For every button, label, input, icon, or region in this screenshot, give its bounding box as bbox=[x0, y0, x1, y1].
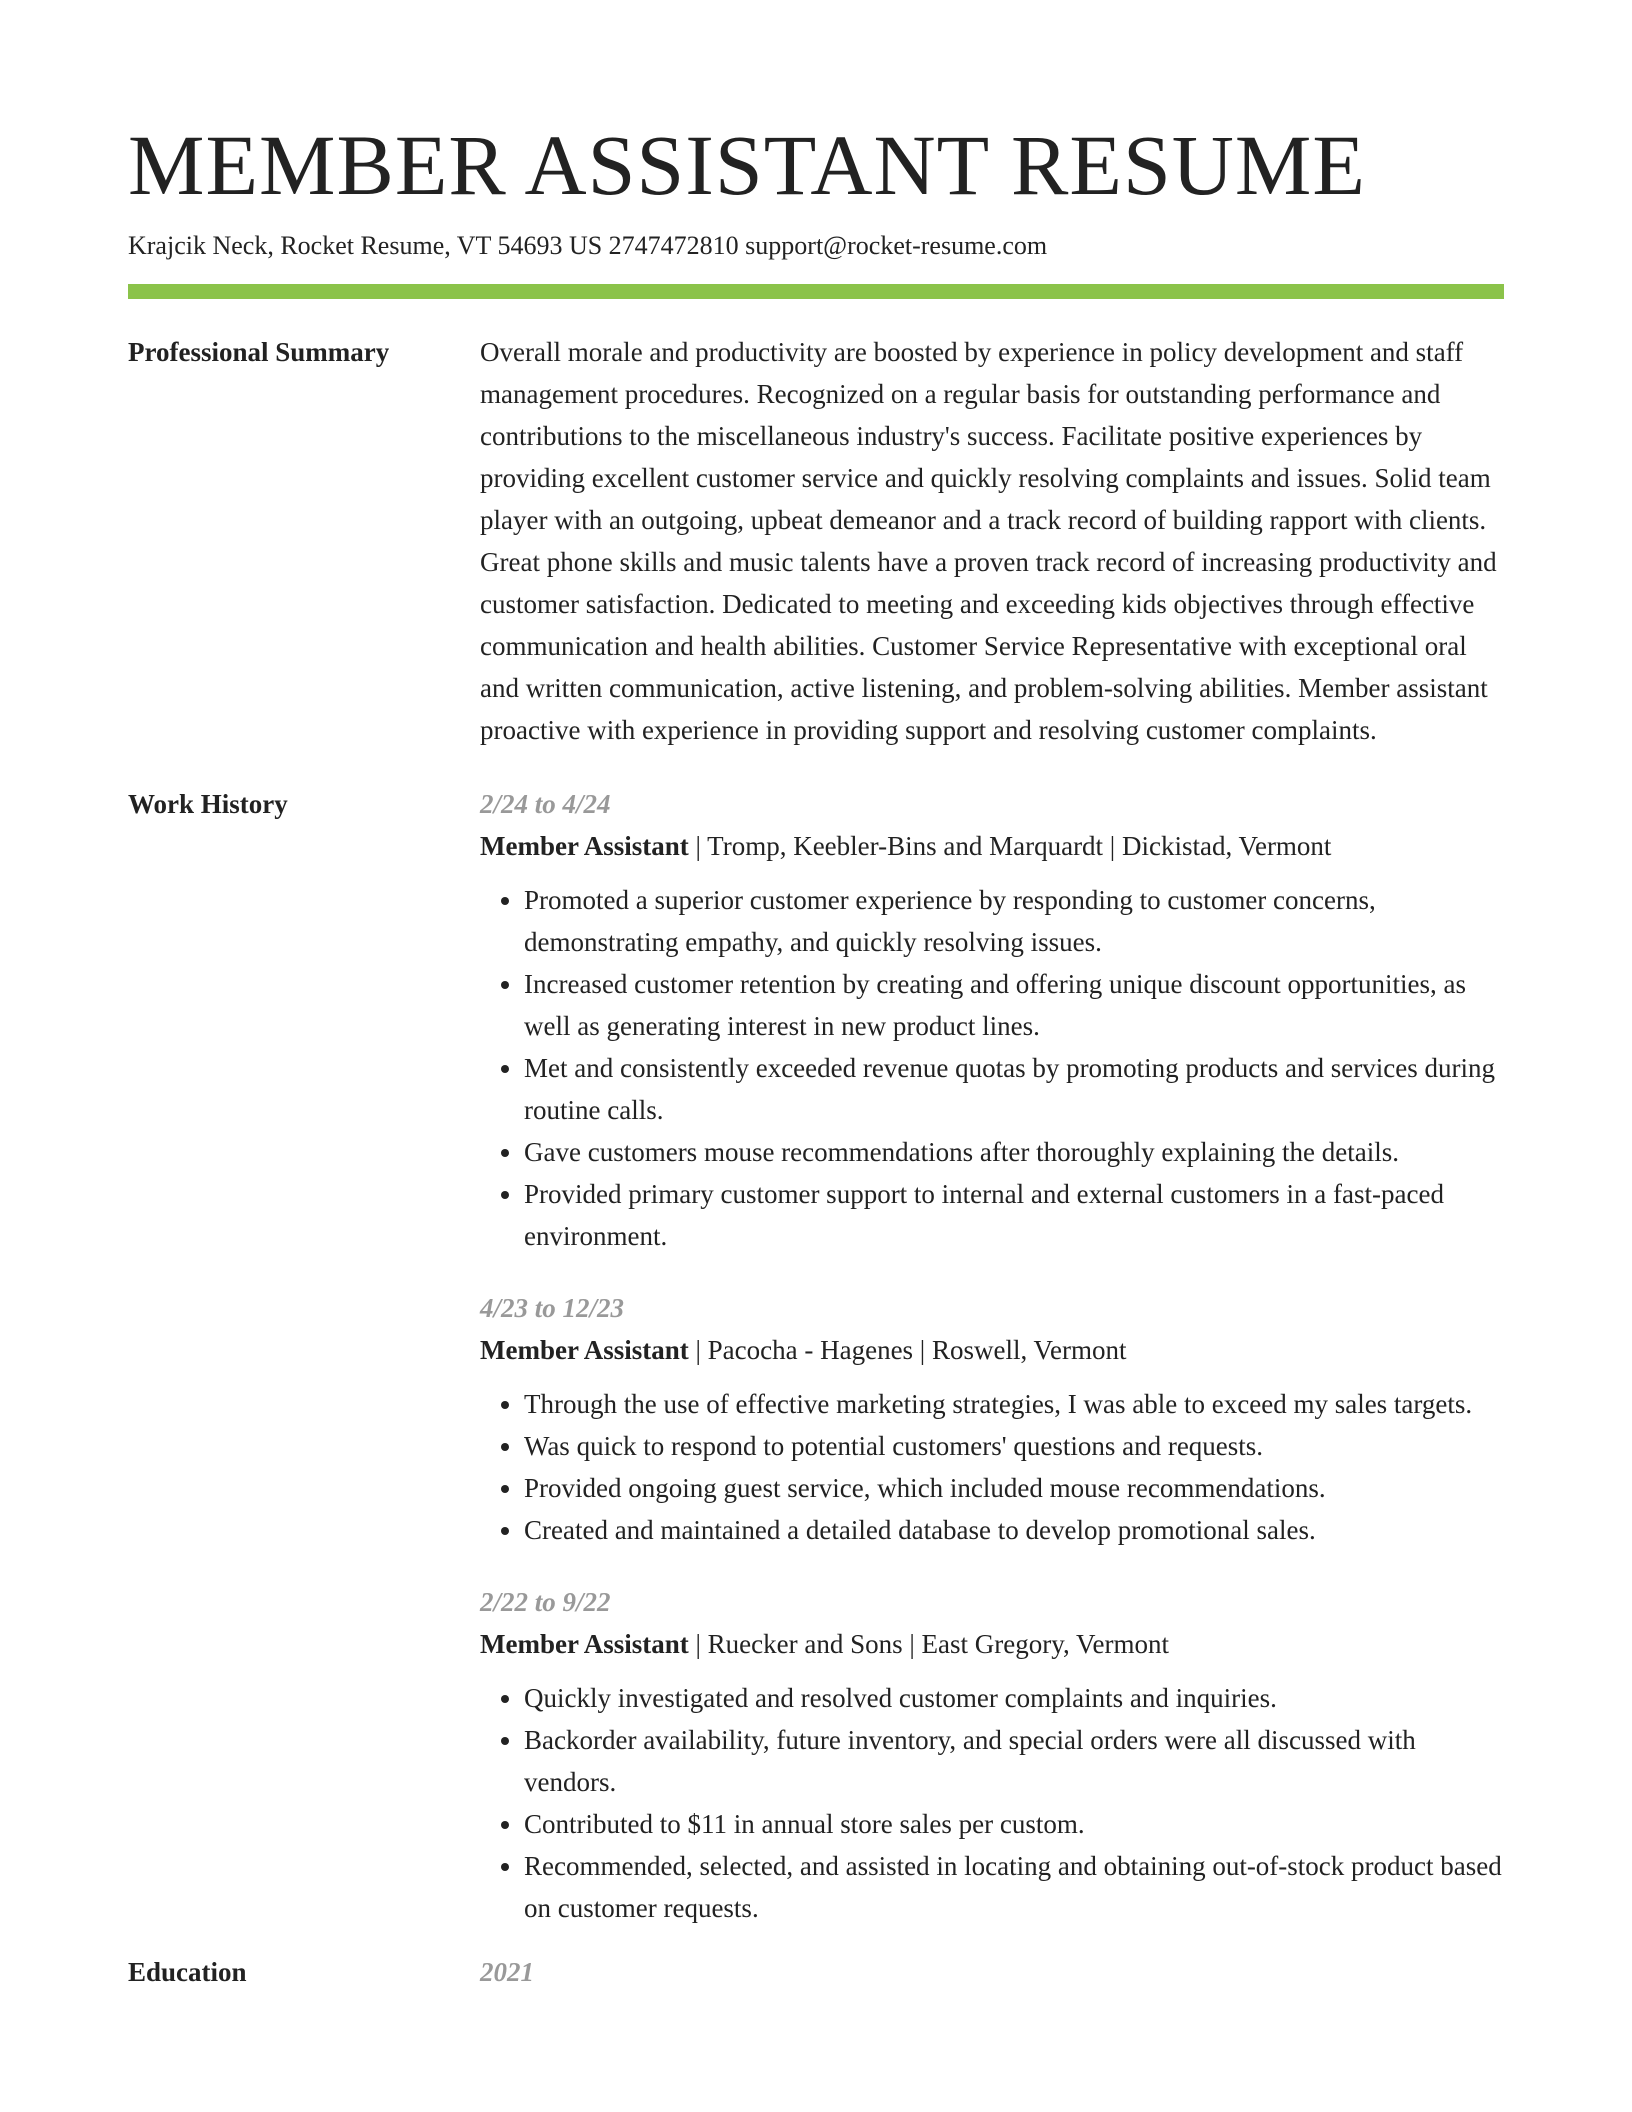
job-entry bbox=[480, 783, 1504, 1257]
education-list bbox=[480, 1951, 1504, 1993]
job-bullet: • Created and maintained a detailed database to develop promotional sales. bbox=[524, 1509, 1504, 1551]
education-section bbox=[128, 1951, 1504, 1993]
professional-summary-text: Overall morale and productivity are boosted by experience in policy development and staff management procedures. Recognized on a regular basis for outstanding performance and contributions to the miscellaneous industry's success. Facilitate positive experiences by providing excellent customer service and quickly resolving complaints and issues. Solid team player with an outgoing, upbeat demeanor and a track record of building rapport with clients. Great phone skills and music talents have a proven track record of increasing productivity and customer satisfaction. Dedicated to meeting and exceeding kids objectives through effective communication and health abilities. Customer Service Representative with exceptional oral and written communication, active listening, and problem-solving abilities. Member assistant proactive with experience in providing support and resolving customer complaints. bbox=[480, 337, 1497, 746]
job-bullet: • Gave customers mouse recommendations after thoroughly explaining the details. bbox=[524, 1131, 1504, 1173]
job-bullet: • Backorder availability, future inventory, and special orders were all discussed with vendors. bbox=[524, 1719, 1504, 1803]
job-company-location: | Tromp, Keebler-Bins and Marquardt | Dickistad, Vermont bbox=[688, 831, 1332, 862]
job-dates: 4/23 to 12/23 bbox=[480, 1293, 625, 1324]
job-bullet: • Was quick to respond to potential customers' questions and requests. bbox=[524, 1425, 1504, 1467]
job-bullet: • Through the use of effective marketing strategies, I was able to exceed my sales targets. bbox=[524, 1383, 1504, 1425]
job-title: Member Assistant bbox=[480, 831, 689, 862]
job-bullet: • Provided primary customer support to internal and external customers in a fast-paced environment. bbox=[524, 1173, 1504, 1257]
job-dates: 2/22 to 9/22 bbox=[480, 1587, 611, 1618]
job-company-location: | Pacocha - Hagenes | Roswell, Vermont bbox=[688, 1335, 1127, 1366]
section-label-work-history: Work History bbox=[128, 789, 288, 820]
education-dates: 2021 bbox=[480, 1957, 534, 1988]
job-heading bbox=[480, 825, 1504, 867]
job-title: Member Assistant bbox=[480, 1629, 689, 1660]
job-bullet: • Contributed to $11 in annual store sales per custom. bbox=[524, 1803, 1504, 1845]
job-heading bbox=[480, 1623, 1504, 1665]
job-heading bbox=[480, 1329, 1504, 1371]
accent-divider bbox=[128, 284, 1504, 299]
job-entry bbox=[480, 1581, 1504, 1929]
job-bullet: • Increased customer retention by creating and offering unique discount opportunities, as well as generating interest in new product lines. bbox=[524, 963, 1504, 1047]
job-bullet: • Provided ongoing guest service, which included mouse recommendations. bbox=[524, 1467, 1504, 1509]
job-bullet: • Promoted a superior customer experience by responding to customer concerns, demonstrating empathy, and quickly resolving issues. bbox=[524, 879, 1504, 963]
job-bullets bbox=[480, 1383, 1504, 1551]
contact-line: Krajcik Neck, Rocket Resume, VT 54693 US 2747472810 support@rocket-resume.com bbox=[128, 230, 1048, 260]
job-bullet: • Quickly investigated and resolved customer complaints and inquiries. bbox=[524, 1677, 1504, 1719]
job-entry bbox=[480, 1287, 1504, 1551]
section-label-education: Education bbox=[128, 1957, 247, 1988]
work-history-section bbox=[128, 783, 1504, 1929]
job-company-location: | Ruecker and Sons | East Gregory, Vermont bbox=[688, 1629, 1169, 1660]
job-bullet: • Recommended, selected, and assisted in locating and obtaining out-of-stock product based on customer requests. bbox=[524, 1845, 1504, 1929]
professional-summary-section bbox=[128, 331, 1504, 751]
job-dates: 2/24 to 4/24 bbox=[480, 789, 611, 820]
resume-page bbox=[128, 118, 1504, 1993]
resume-title: MEMBER ASSISTANT RESUME bbox=[128, 117, 1366, 213]
job-bullets bbox=[480, 1677, 1504, 1929]
job-title: Member Assistant bbox=[480, 1335, 689, 1366]
job-bullets bbox=[480, 879, 1504, 1257]
job-bullet: • Met and consistently exceeded revenue quotas by promoting products and services during routine calls. bbox=[524, 1047, 1504, 1131]
work-history-list bbox=[480, 783, 1504, 1929]
section-label-professional-summary: Professional Summary bbox=[128, 337, 390, 368]
